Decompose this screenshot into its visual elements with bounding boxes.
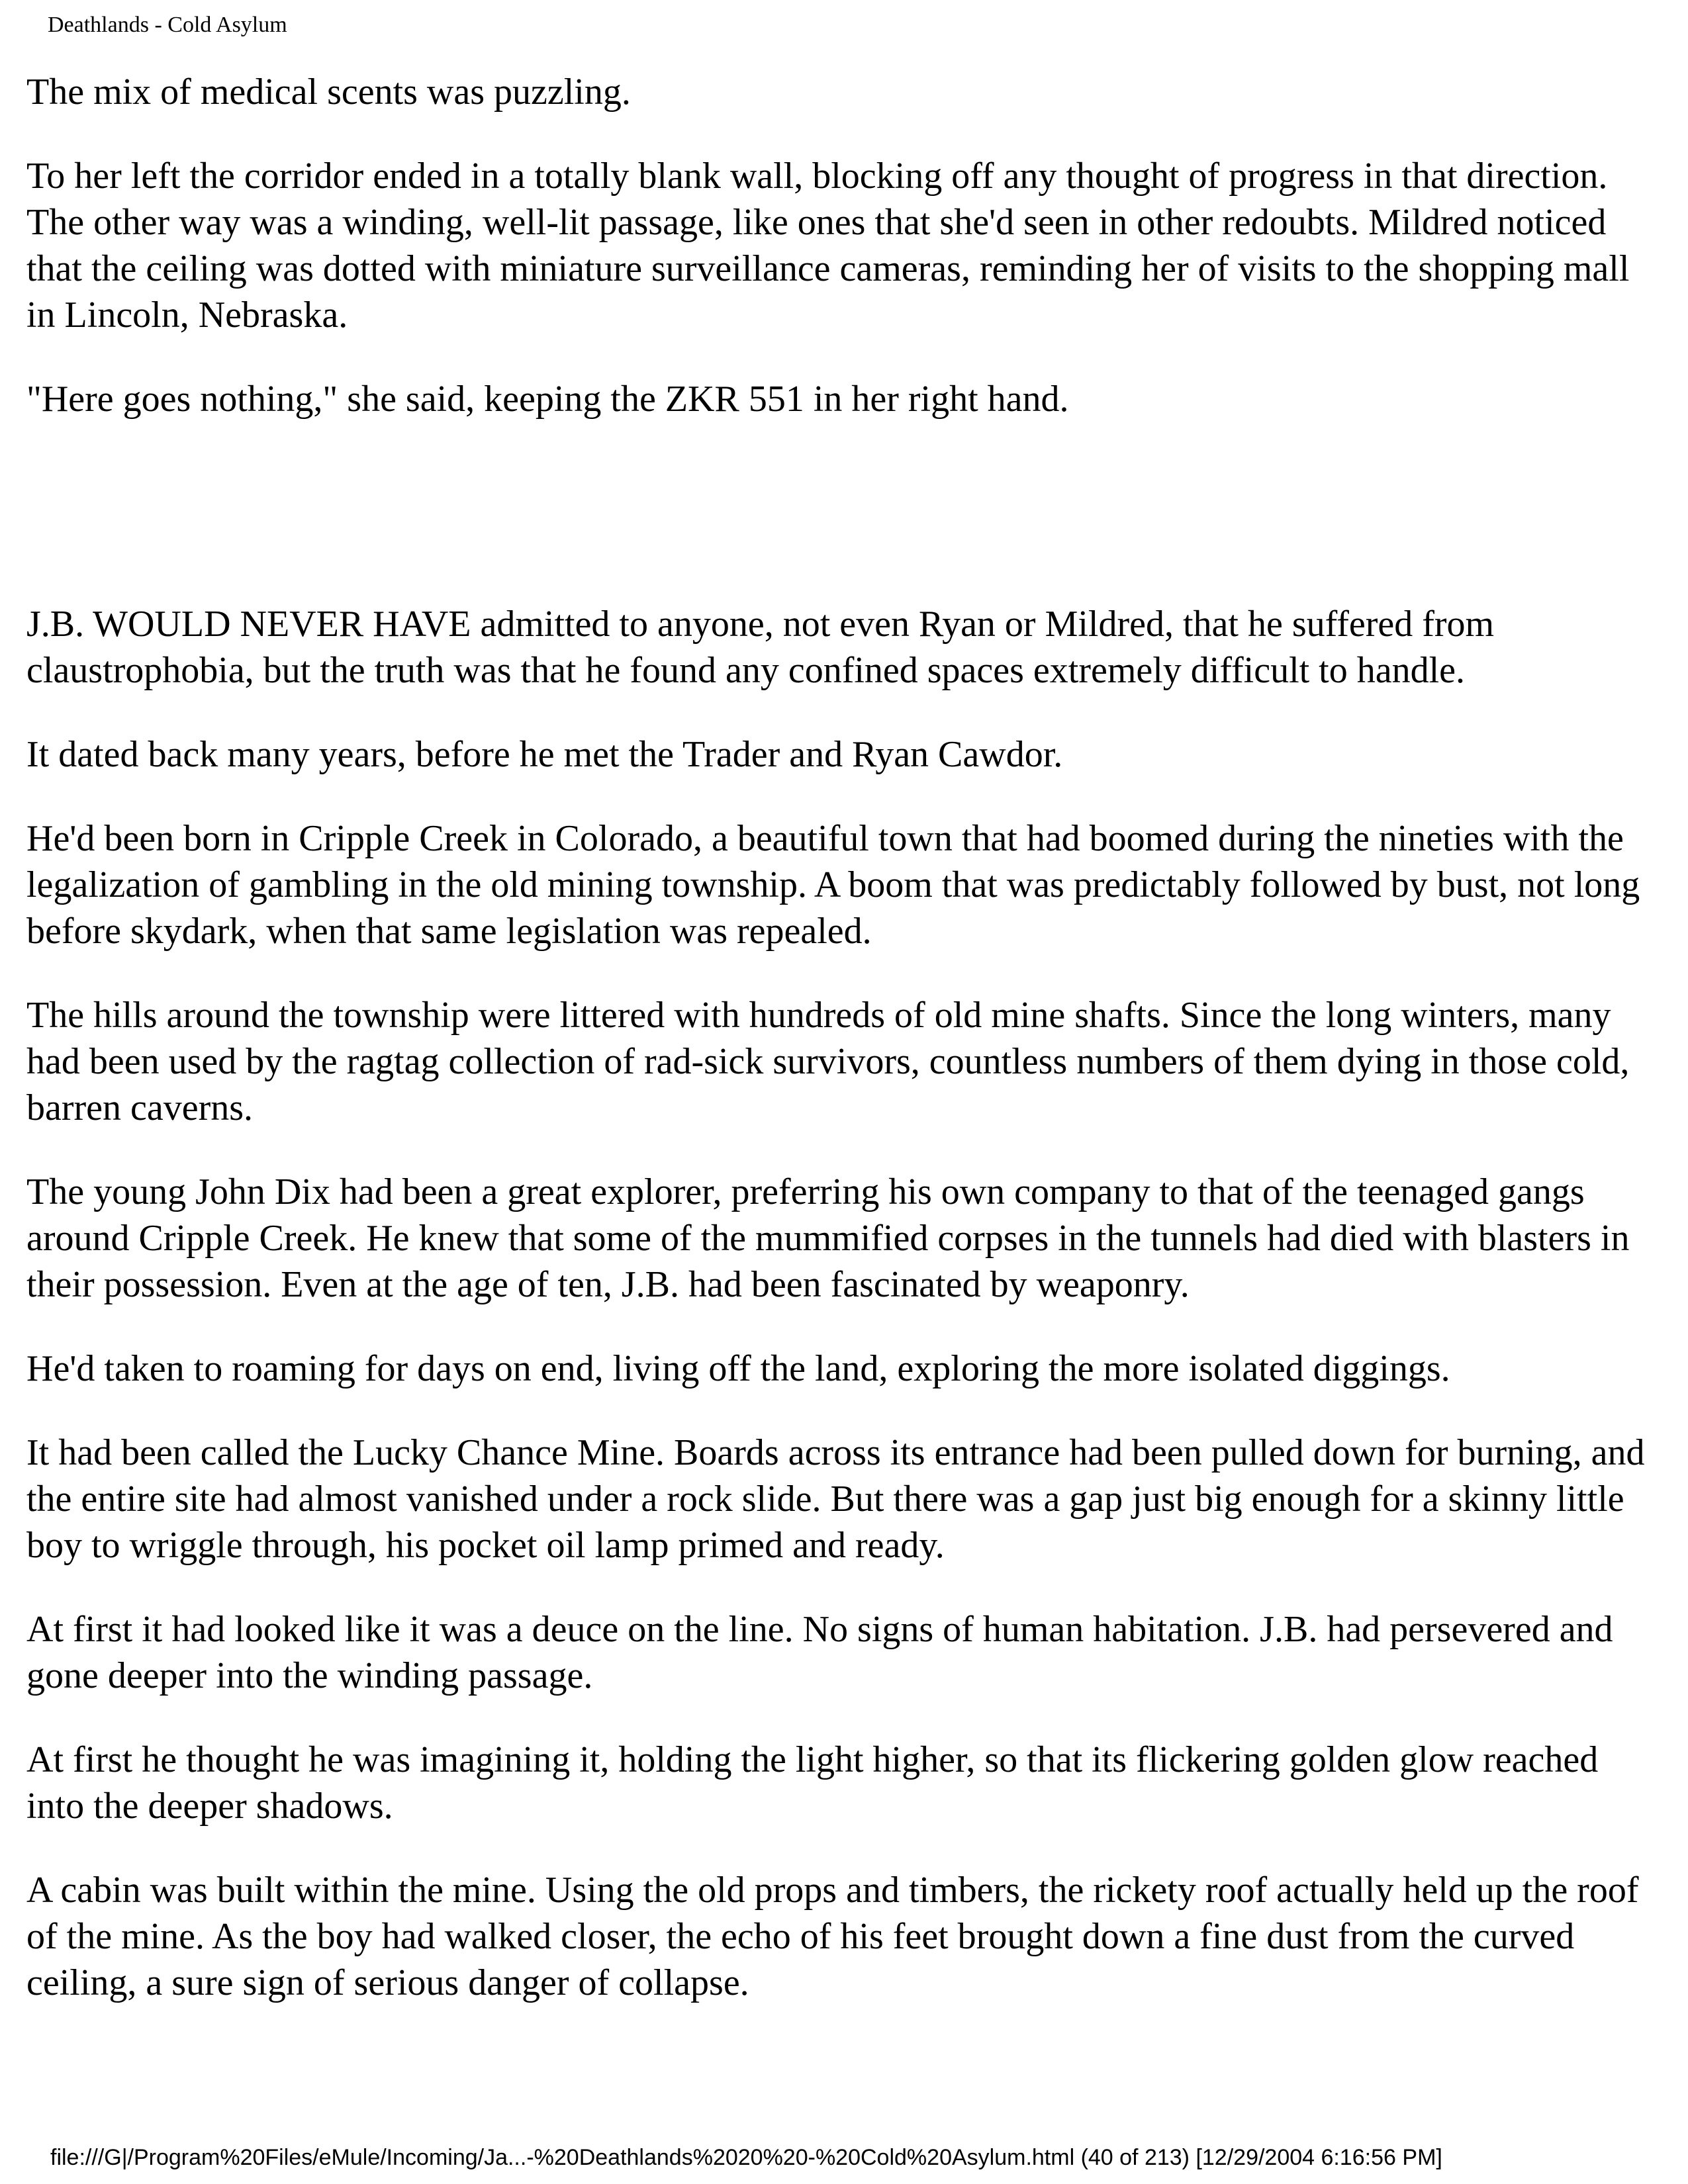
paragraph: It had been called the Lucky Chance Mine. Boards across its entrance had been pulled down for burning, and the entire site had almost vanished under a rock slide. But there was a gap just big enough for a skinny little boy to wriggle through, his pocket oil lamp primed and ready.: [26, 1432, 1645, 1566]
paragraph: He'd taken to roaming for days on end, living off the land, exploring the more isolated diggings.: [26, 1348, 1450, 1389]
paragraph: He'd been born in Cripple Creek in Colorado, a beautiful town that had boomed during the nineties with the legalization of gambling in the old mining township. A boom that was predictably followed by bust, not long before skydark, when that same legislation was repealed.: [26, 818, 1640, 952]
paragraph: The hills around the township were littered with hundreds of old mine shafts. Since the long winters, many had been used by the ragtag collection of rad-sick survivors, countless numbers of them dying in those cold, barren caverns.: [26, 995, 1630, 1128]
paragraph: The young John Dix had been a great explorer, preferring his own company to that of the teenaged gangs around Cripple Creek. He knew that some of the mummified corpses in the tunnels had died with blasters in their possession. Even at the age of ten, J.B. had been fascinated by weaponry.: [26, 1171, 1630, 1305]
document-body: [26, 69, 1662, 2044]
section-start-paragraph: J.B. WOULD NEVER HAVE admitted to anyone, not even Ryan or Mildred, that he suffered from claustrophobia, but the truth was that he found any confined spaces extremely difficult to handle.: [26, 604, 1495, 691]
paragraph: At first he thought he was imagining it, holding the light higher, so that its flickering golden glow reached into the deeper shadows.: [26, 1739, 1599, 1827]
page-footer-file-path: file:///G|/Program%20Files/eMule/Incoming/Ja...-%20Deathlands%2020%20-%20Cold%20Asylum.html (40 of 213) [12/29/2004 6:16:56 PM]: [50, 2145, 1442, 2170]
paragraph: A cabin was built within the mine. Using the old props and timbers, the rickety roof actually held up the roof of the mine. As the boy had walked closer, the echo of his feet brought down a fine dust from the curved ceiling, a sure sign of serious danger of collapse.: [26, 1870, 1639, 2003]
paragraph: At first it had looked like it was a deuce on the line. No signs of human habitation. J.B. had persevered and gone deeper into the winding passage.: [26, 1609, 1613, 1696]
page-header-title: Deathlands - Cold Asylum: [48, 13, 287, 37]
paragraph: "Here goes nothing," she said, keeping the ZKR 551 in her right hand.: [26, 379, 1069, 420]
paragraph: To her left the corridor ended in a totally blank wall, blocking off any thought of progress in that direction. The other way was a winding, well-lit passage, like ones that she'd seen in other redoubts. Mildred noticed that the ceiling was dotted with miniature surveillance cameras, reminding her of visits to the shopping mall in Lincoln, Nebraska.: [26, 156, 1630, 336]
paragraph: It dated back many years, before he met the Trader and Ryan Cawdor.: [26, 734, 1063, 775]
paragraph: The mix of medical scents was puzzling.: [26, 71, 631, 113]
